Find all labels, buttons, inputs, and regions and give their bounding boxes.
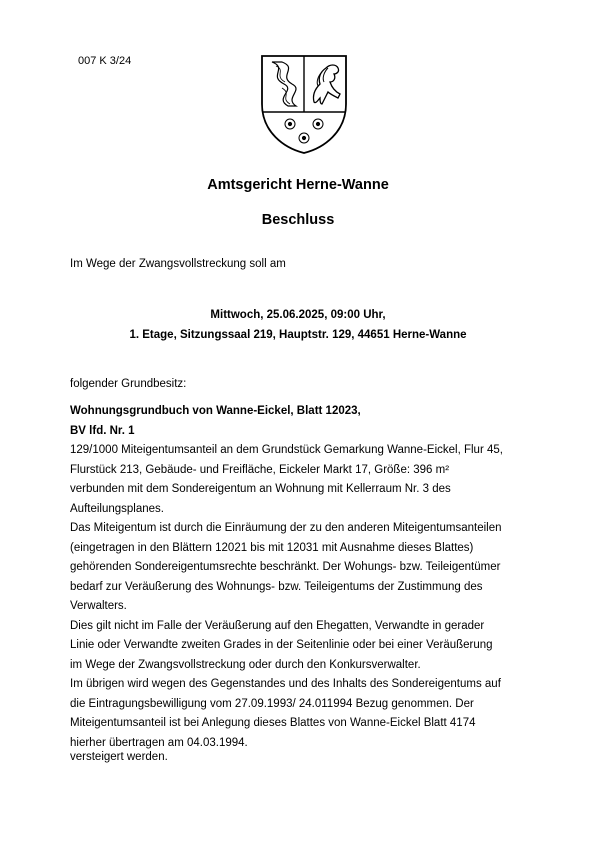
property-intro: folgender Grundbesitz: (70, 378, 187, 390)
body-line: 129/1000 Miteigentumsanteil an dem Grundstück Gemarkung Wanne-Eickel, Flur 45, (70, 444, 503, 456)
land-register-heading: Wohnungsgrundbuch von Wanne-Eickel, Blatt 12023, (70, 405, 361, 417)
body-line: Das Miteigentum ist durch die Einräumung der zu den anderen Miteigentumsanteilen (70, 522, 502, 534)
property-description (70, 402, 540, 753)
document-title: Beschluss (261, 212, 335, 228)
intro-text: Im Wege der Zwangsvollstreckung soll am (70, 258, 286, 270)
body-line: Miteigentumsanteil ist bei Anlegung dieses Blattes von Wanne-Eickel Blatt 4174 (70, 717, 476, 729)
appointment-location: 1. Etage, Sitzungssaal 219, Hauptstr. 129, 44651 Herne-Wanne (129, 329, 467, 341)
body-line: Flurstück 213, Gebäude- und Freifläche, Eickeler Markt 17, Größe: 396 m² (70, 463, 450, 476)
case-reference: 007 K 3/24 (78, 55, 132, 67)
body-line: Im übrigen wird wegen des Gegenstandes und des Inhalts des Sondereigentums auf (70, 678, 501, 690)
body-line: gehörenden Sondereigentumsrechte beschränkt. Der Wohungs- bzw. Teileigentümer (70, 561, 501, 573)
body-line: die Eintragungsbewilligung vom 27.09.1993/ 24.011994 Bezug genommen. Der (70, 697, 474, 710)
body-line: bedarf zur Veräußerung des Wohnungs- bzw. Teileigentums der Zustimmung des (70, 580, 483, 593)
body-line: verbunden mit dem Sondereigentum an Wohnung mit Kellerraum Nr. 3 des (70, 483, 451, 495)
body-line: im Wege der Zwangsvollstreckung oder durch den Konkursverwalter. (70, 658, 421, 671)
appointment-date: Mittwoch, 25.06.2025, 09:00 Uhr, (210, 309, 386, 321)
body-line: Aufteilungsplanes. (70, 502, 164, 515)
body-line: Verwalters. (70, 600, 127, 612)
body-line: (eingetragen in den Blättern 12021 bis mit 12031 mit Ausnahme dieses Blattes) (70, 541, 474, 554)
court-name: Amtsgericht Herne-Wanne (207, 177, 389, 193)
coat-of-arms-crest-icon (258, 52, 350, 156)
body-line: hierher übertragen am 04.03.1994. (70, 736, 248, 749)
body-line: Dies gilt nicht im Falle der Veräußerung auf den Ehegatten, Verwandte in gerader (70, 619, 485, 632)
closing-text: versteigert werden. (70, 751, 168, 763)
body-line: Linie oder Verwandte zweiten Grades in der Seitenlinie oder bei einer Veräußerung (70, 639, 493, 651)
bv-number: BV lfd. Nr. 1 (70, 424, 135, 437)
